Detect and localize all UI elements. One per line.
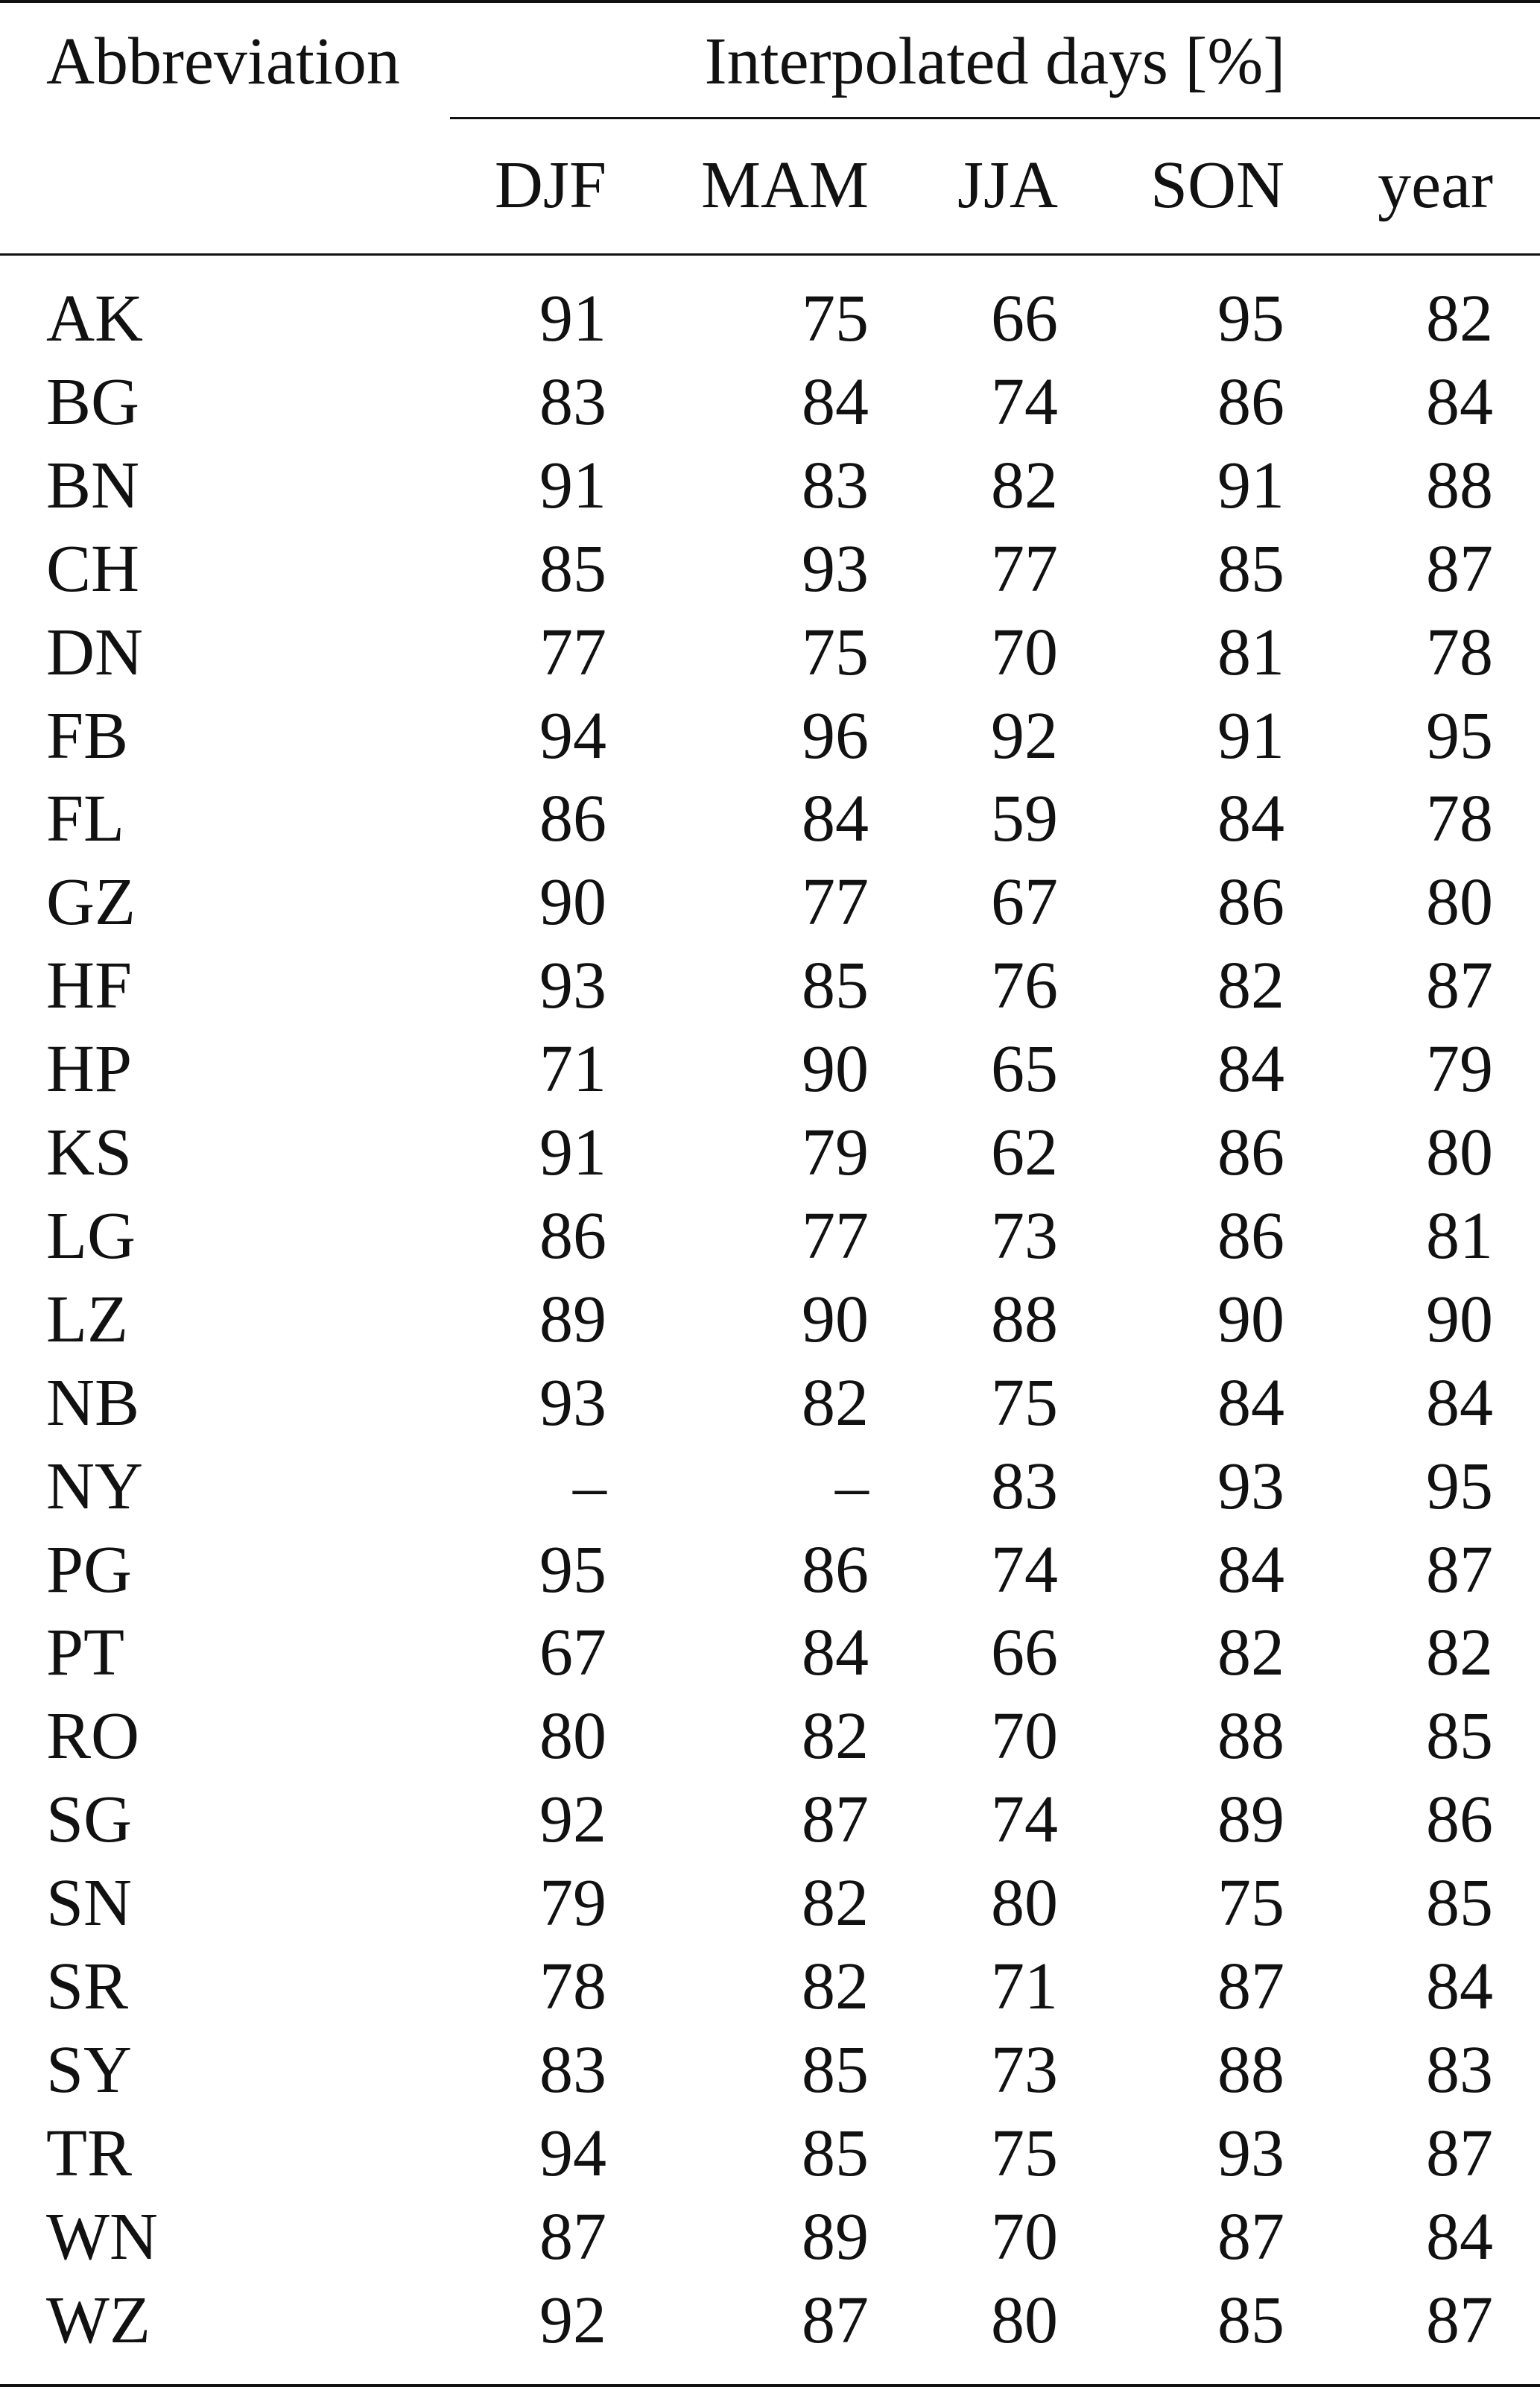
cell-year: 84 [1426, 2199, 1493, 2274]
row-abbreviation: RO [46, 1699, 140, 1774]
table-row [0, 698, 1540, 786]
cell-mam: 82 [802, 1365, 869, 1440]
header-col-year: year [1378, 148, 1493, 222]
cell-son: 86 [1217, 1116, 1284, 1189]
cell-son: 87 [1217, 1950, 1284, 2023]
row-abbreviation: DN [46, 615, 143, 689]
cell-djf: 83 [539, 364, 606, 439]
header-col-djf: DJF [494, 148, 606, 222]
cell-jja: 75 [991, 1365, 1058, 1440]
cell-mam: 82 [802, 1866, 869, 1941]
cell-year: 85 [1426, 1866, 1493, 1941]
cell-djf: 80 [539, 1699, 606, 1774]
cell-son: 82 [1217, 1616, 1284, 1690]
cell-year: 80 [1426, 865, 1493, 940]
cell-djf: 85 [539, 531, 606, 606]
table-row [0, 531, 1540, 619]
row-abbreviation: CH [46, 531, 140, 606]
cell-djf: 91 [539, 448, 606, 522]
row-abbreviation: NY [46, 1449, 143, 1523]
cell-djf: 92 [539, 1783, 606, 1857]
cell-year: 88 [1426, 448, 1493, 522]
table-row [0, 615, 1540, 703]
table-row [0, 1116, 1540, 1203]
cell-year: 87 [1426, 531, 1493, 606]
cell-mam: 84 [802, 1616, 869, 1690]
cell-son: 93 [1217, 2116, 1284, 2190]
cell-djf: 86 [539, 1198, 606, 1273]
cell-mam: 87 [802, 1783, 869, 1857]
row-abbreviation: NB [46, 1365, 140, 1440]
cell-son: 85 [1217, 2283, 1284, 2357]
header-interpolated-days: Interpolated days [%] [704, 25, 1286, 98]
cell-year: 90 [1426, 1282, 1493, 1356]
cell-year: 81 [1426, 1198, 1493, 1273]
cell-mam: 84 [802, 364, 869, 439]
cell-djf: 92 [539, 2283, 606, 2357]
table-row [0, 1616, 1540, 1703]
cell-year: 87 [1426, 1532, 1493, 1607]
cell-mam: 84 [802, 782, 869, 856]
cell-mam: 77 [802, 865, 869, 940]
cell-year: 82 [1426, 1616, 1493, 1690]
row-abbreviation: GZ [46, 865, 136, 940]
row-abbreviation: SY [46, 2032, 133, 2107]
row-abbreviation: BN [46, 448, 140, 522]
table-row [0, 2116, 1540, 2204]
cell-son: 86 [1217, 865, 1284, 940]
row-abbreviation: HP [46, 1032, 133, 1107]
table-row [0, 2283, 1540, 2371]
group-rule [450, 117, 1540, 119]
table-row [0, 782, 1540, 869]
cell-djf: 89 [539, 1282, 606, 1356]
table-row [0, 1532, 1540, 1620]
table-row [0, 865, 1540, 952]
cell-year: 79 [1426, 1032, 1493, 1107]
cell-mam: 86 [802, 1532, 869, 1607]
row-abbreviation: WN [46, 2199, 158, 2274]
cell-mam: 85 [802, 2032, 869, 2107]
cell-djf: 91 [539, 1116, 606, 1189]
cell-mam: 83 [802, 448, 869, 522]
cell-mam: 90 [802, 1282, 869, 1356]
cell-son: 84 [1217, 1032, 1284, 1107]
cell-year: 95 [1426, 698, 1493, 773]
table-row [0, 1449, 1540, 1537]
cell-son: 87 [1217, 2199, 1284, 2274]
table-row [0, 448, 1540, 536]
bottom-rule [0, 2384, 1540, 2387]
table-row [0, 1950, 1540, 2037]
cell-year: 80 [1426, 1116, 1493, 1189]
cell-son: 86 [1217, 364, 1284, 439]
cell-year: 78 [1426, 615, 1493, 689]
row-abbreviation: WZ [46, 2283, 150, 2357]
cell-son: 90 [1217, 1282, 1284, 1356]
row-abbreviation: BG [46, 364, 140, 439]
cell-djf: 86 [539, 782, 606, 856]
cell-jja: 71 [991, 1950, 1058, 2023]
cell-mam: 85 [802, 949, 869, 1023]
cell-djf: – [573, 1449, 606, 1523]
cell-mam: 82 [802, 1699, 869, 1774]
cell-mam: 90 [802, 1032, 869, 1107]
table-row [0, 2032, 1540, 2120]
table-row [0, 1198, 1540, 1286]
cell-jja: 75 [991, 2116, 1058, 2190]
cell-jja: 74 [991, 364, 1058, 439]
cell-jja: 80 [991, 1866, 1058, 1941]
cell-djf: 94 [539, 2116, 606, 2190]
row-abbreviation: LG [46, 1198, 136, 1273]
table-row [0, 1282, 1540, 1370]
row-abbreviation: AK [46, 282, 143, 355]
cell-year: 87 [1426, 2283, 1493, 2357]
cell-jja: 67 [991, 865, 1058, 940]
cell-son: 93 [1217, 1449, 1284, 1523]
table-row [0, 1365, 1540, 1453]
header-rule [0, 253, 1540, 256]
row-abbreviation: FL [46, 782, 125, 856]
cell-jja: 76 [991, 949, 1058, 1023]
header-col-son: SON [1150, 148, 1284, 222]
cell-jja: 62 [991, 1116, 1058, 1189]
cell-jja: 77 [991, 531, 1058, 606]
cell-jja: 70 [991, 615, 1058, 689]
table-row [0, 1699, 1540, 1786]
cell-djf: 93 [539, 1365, 606, 1440]
cell-djf: 78 [539, 1950, 606, 2023]
row-abbreviation: SR [46, 1950, 129, 2023]
cell-djf: 71 [539, 1032, 606, 1107]
cell-jja: 70 [991, 2199, 1058, 2274]
cell-jja: 82 [991, 448, 1058, 522]
cell-mam: 77 [802, 1198, 869, 1273]
cell-son: 84 [1217, 1365, 1284, 1440]
cell-mam: 85 [802, 2116, 869, 2190]
cell-jja: 73 [991, 2032, 1058, 2107]
cell-jja: 88 [991, 1282, 1058, 1356]
cell-year: 85 [1426, 1699, 1493, 1774]
cell-djf: 87 [539, 2199, 606, 2274]
cell-mam: – [835, 1449, 869, 1523]
cell-djf: 93 [539, 949, 606, 1023]
cell-jja: 80 [991, 2283, 1058, 2357]
cell-djf: 94 [539, 698, 606, 773]
table-row [0, 1783, 1540, 1870]
cell-year: 87 [1426, 949, 1493, 1023]
row-abbreviation: PT [46, 1616, 125, 1690]
cell-mam: 87 [802, 2283, 869, 2357]
cell-djf: 83 [539, 2032, 606, 2107]
cell-son: 81 [1217, 615, 1284, 689]
cell-jja: 74 [991, 1783, 1058, 1857]
cell-year: 86 [1426, 1783, 1493, 1857]
cell-son: 95 [1217, 282, 1284, 355]
cell-jja: 70 [991, 1699, 1058, 1774]
cell-djf: 67 [539, 1616, 606, 1690]
cell-jja: 66 [991, 1616, 1058, 1690]
cell-year: 84 [1426, 364, 1493, 439]
cell-jja: 65 [991, 1032, 1058, 1107]
cell-son: 84 [1217, 782, 1284, 856]
table-row [0, 2199, 1540, 2287]
table-row [0, 1032, 1540, 1119]
cell-year: 78 [1426, 782, 1493, 856]
cell-djf: 95 [539, 1532, 606, 1607]
cell-son: 84 [1217, 1532, 1284, 1607]
table-row [0, 282, 1540, 369]
table-row [0, 1866, 1540, 1953]
row-abbreviation: KS [46, 1116, 133, 1189]
table-row [0, 364, 1540, 452]
row-abbreviation: PG [46, 1532, 133, 1607]
cell-mam: 89 [802, 2199, 869, 2274]
cell-mam: 82 [802, 1950, 869, 2023]
cell-djf: 91 [539, 282, 606, 355]
cell-year: 87 [1426, 2116, 1493, 2190]
cell-son: 82 [1217, 949, 1284, 1023]
row-abbreviation: SG [46, 1783, 133, 1857]
cell-son: 88 [1217, 2032, 1284, 2107]
cell-mam: 75 [802, 282, 869, 355]
top-rule [0, 0, 1540, 3]
header-abbreviation: Abbreviation [46, 25, 400, 98]
header-col-jja: JJA [957, 148, 1058, 222]
cell-jja: 59 [991, 782, 1058, 856]
row-abbreviation: HF [46, 949, 133, 1023]
cell-year: 95 [1426, 1449, 1493, 1523]
cell-djf: 77 [539, 615, 606, 689]
cell-son: 85 [1217, 531, 1284, 606]
table-row [0, 949, 1540, 1036]
cell-year: 84 [1426, 1365, 1493, 1440]
cell-jja: 92 [991, 698, 1058, 773]
cell-son: 89 [1217, 1783, 1284, 1857]
cell-jja: 83 [991, 1449, 1058, 1523]
cell-son: 88 [1217, 1699, 1284, 1774]
cell-jja: 66 [991, 282, 1058, 355]
cell-djf: 90 [539, 865, 606, 940]
cell-mam: 93 [802, 531, 869, 606]
cell-son: 86 [1217, 1198, 1284, 1273]
header-col-mam: MAM [700, 148, 869, 222]
cell-mam: 96 [802, 698, 869, 773]
cell-year: 82 [1426, 282, 1493, 355]
cell-jja: 73 [991, 1198, 1058, 1273]
cell-mam: 79 [802, 1116, 869, 1189]
row-abbreviation: SN [46, 1866, 133, 1941]
cell-son: 75 [1217, 1866, 1284, 1941]
cell-mam: 75 [802, 615, 869, 689]
cell-jja: 74 [991, 1532, 1058, 1607]
row-abbreviation: FB [46, 698, 129, 773]
row-abbreviation: TR [46, 2116, 133, 2190]
cell-year: 84 [1426, 1950, 1493, 2023]
cell-son: 91 [1217, 698, 1284, 773]
row-abbreviation: LZ [46, 1282, 128, 1356]
cell-year: 83 [1426, 2032, 1493, 2107]
cell-son: 91 [1217, 448, 1284, 522]
cell-djf: 79 [539, 1866, 606, 1941]
